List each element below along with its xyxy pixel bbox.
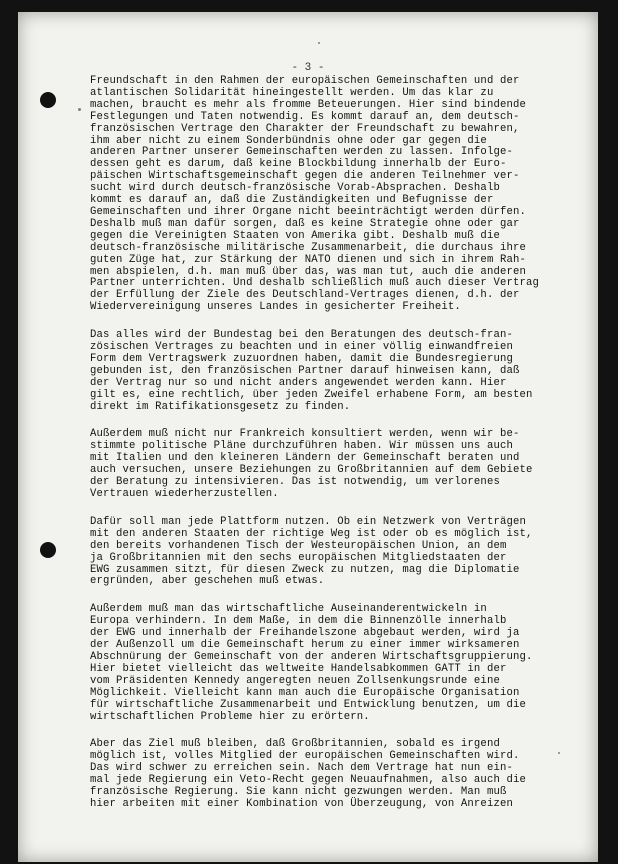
text-line: der Beratung zu intensivieren. Das ist notwendig, um verlorenes bbox=[90, 476, 500, 489]
text-line: Abschnürung der Gemeinschaft von der anderen Wirtschaftsgruppierung. bbox=[90, 650, 533, 663]
text-line: der Erfüllung der Ziele des Deutschland-Vertrages dienen, d.h. der bbox=[90, 289, 520, 302]
text-line: wirtschaftlichen Probleme hier zu erörtern. bbox=[90, 710, 370, 723]
text-line: Das alles wird der Bundestag bei den Beratungen des deutsch-fran- bbox=[90, 329, 513, 342]
text-line: guten Züge hat, zur Stärkung der NATO dienen und sich in ihrem Rah- bbox=[90, 253, 526, 266]
text-line: den bereits vorhandenen Tisch der Westeuropäischen Union, an dem bbox=[90, 539, 507, 552]
text-line: kommt es darauf an, daß die Zuständigkeiten und Befugnisse der bbox=[90, 194, 494, 207]
text-line: direkt im Ratifikationsgesetz zu finden. bbox=[90, 400, 351, 413]
text-line: auch versuchen, unsere Beziehungen zu Großbritannien auf dem Gebiete bbox=[90, 464, 533, 477]
text-line: Europa verhindern. In dem Maße, in dem die Binnenzölle innerhalb bbox=[90, 615, 507, 628]
document-page bbox=[18, 12, 598, 862]
text-line: zösischen Vertrages zu beachten und in einer völlig einwandfreien bbox=[90, 341, 513, 354]
text-line: gegen die Vereinigten Staaten von Amerika gibt. Deshalb muß die bbox=[90, 229, 500, 242]
paragraph bbox=[90, 330, 588, 413]
paragraph bbox=[90, 604, 588, 723]
text-line: Gemeinschaften und ihrer Organe nicht beeinträchtigt werden dürfen. bbox=[90, 205, 526, 218]
text-line: Form dem Vertragswerk zuzuordnen haben, damit die Bundesregierung bbox=[90, 352, 513, 365]
text-line: Festlegungen und Taten notwendig. Es kommt darauf an, dem deutsch- bbox=[90, 110, 520, 123]
text-line: Wiedervereinigung unseres Landes in gesicherter Freiheit. bbox=[90, 301, 461, 314]
text-line: Aber das Ziel muß bleiben, daß Großbritannien, sobald es irgend bbox=[90, 738, 500, 751]
text-line: Freundschaft in den Rahmen der europäischen Gemeinschaften und der bbox=[90, 75, 520, 87]
paragraph bbox=[90, 429, 588, 500]
text-line: deutsch-französische militärische Zusammenarbeit, die durchaus ihre bbox=[90, 241, 526, 254]
text-line: Außerdem muß man das wirtschaftliche Auseinanderentwickeln in bbox=[90, 603, 487, 616]
text-line: anderen Partner unserer Gemeinschaften werden zu lassen. Infolge- bbox=[90, 146, 513, 159]
scan-speck bbox=[318, 42, 320, 44]
paragraph bbox=[90, 76, 588, 314]
text-line: Partner unterrichten. Und deshalb schließlich muß auch dieser Vertrag bbox=[90, 277, 540, 290]
text-line: ihm aber nicht zu einem Sonderbündnis ohne oder gar gegen die bbox=[90, 134, 487, 147]
scan-speck bbox=[558, 752, 560, 754]
document-body bbox=[90, 76, 588, 827]
text-line: gilt es, eine rechtlich, über jeden Zweifel erhabene Form, am besten bbox=[90, 388, 533, 401]
text-line: der EWG und innerhalb der Freihandelszone abgebaut werden, wird ja bbox=[90, 627, 520, 640]
text-line: EWG zusammen sitzt, für diesen Zweck zu nutzen, mag die Diplomatie bbox=[90, 563, 520, 576]
text-line: möglich ist, volles Mitglied der europäischen Gemeinschaften wird. bbox=[90, 750, 520, 763]
text-line: dessen geht es darum, daß keine Blockbildung innerhalb der Euro- bbox=[90, 158, 507, 171]
paragraph bbox=[90, 739, 588, 810]
text-line: gebunden ist, den französischen Partner darauf hinweisen kann, daß bbox=[90, 364, 520, 377]
text-line: mit Italien und den kleineren Ländern der Gemeinschaft beraten und bbox=[90, 452, 520, 465]
text-line: men abspielen, d.h. man muß über das, was man tut, auch die anderen bbox=[90, 265, 526, 278]
text-line: Außerdem muß nicht nur Frankreich konsultiert werden, wenn wir be- bbox=[90, 428, 520, 441]
text-line: Dafür soll man jede Plattform nutzen. Ob ein Netzwerk von Verträgen bbox=[90, 515, 526, 528]
text-line: Hier bietet vielleicht das weltweite Handelsabkommen GATT in der bbox=[90, 662, 507, 675]
text-line: für wirtschaftliche Zusammenarbeit und Entwicklung benutzen, um die bbox=[90, 698, 526, 711]
text-line: Möglichkeit. Vielleicht kann man auch die Europäische Organisation bbox=[90, 686, 520, 699]
text-line: ja Großbritannien mit den sechs europäischen Mitgliedstaaten der bbox=[90, 551, 507, 564]
text-line: päischen Wirtschaftsgemeinschaft gegen die anderen Teilnehmer ver- bbox=[90, 170, 520, 183]
text-line: mal jede Regierung ein Veto-Recht gegen Neuaufnahmen, also auch die bbox=[90, 774, 526, 787]
text-line: machen, braucht es mehr als fromme Beteuerungen. Hier sind bindende bbox=[90, 98, 526, 111]
page-number: - 3 - bbox=[291, 62, 325, 74]
text-line: mit den anderen Staaten der richtige Weg ist oder ob es möglich ist, bbox=[90, 527, 533, 540]
text-line: Vertrauen wiederherzustellen. bbox=[90, 488, 279, 500]
text-line: französischen Vertrage den Charakter der Freundschaft zu bewahren, bbox=[90, 122, 520, 135]
text-line: französische Regierung. Sie kann nicht gezwungen werden. Man muß bbox=[90, 786, 507, 799]
scan-speck bbox=[78, 108, 81, 111]
text-line: Deshalb muß man dafür sorgen, daß es keine Strategie ohne oder gar bbox=[90, 217, 520, 230]
punch-hole-bottom bbox=[40, 542, 56, 558]
text-line: vom Präsidenten Kennedy angeregten neuen Zollsenkungsrunde eine bbox=[90, 674, 500, 687]
text-line: sucht wird durch deutsch-französische Vorab-Absprachen. Deshalb bbox=[90, 182, 500, 195]
text-line: hier arbeiten mit einer Kombination von Überzeugung, von Anreizen bbox=[90, 797, 513, 810]
text-line: ergründen, aber geschehen muß etwas. bbox=[90, 575, 325, 588]
paragraph bbox=[90, 517, 588, 588]
text-line: der Vertrag nur so und nicht anders angewendet werden kann. Hier bbox=[90, 376, 507, 389]
text-line: Das wird schwer zu erreichen sein. Nach dem Vertrage hat nun ein- bbox=[90, 762, 513, 775]
text-line: stimmte politische Pläne durchzuführen haben. Wir müssen uns auch bbox=[90, 440, 513, 453]
text-line: der Außenzoll um die Gemeinschaft herum zu einer immer wirksameren bbox=[90, 639, 520, 652]
punch-hole-top bbox=[40, 92, 56, 108]
text-line: atlantischen Solidarität hineingestellt werden. Um das klar zu bbox=[90, 86, 494, 99]
